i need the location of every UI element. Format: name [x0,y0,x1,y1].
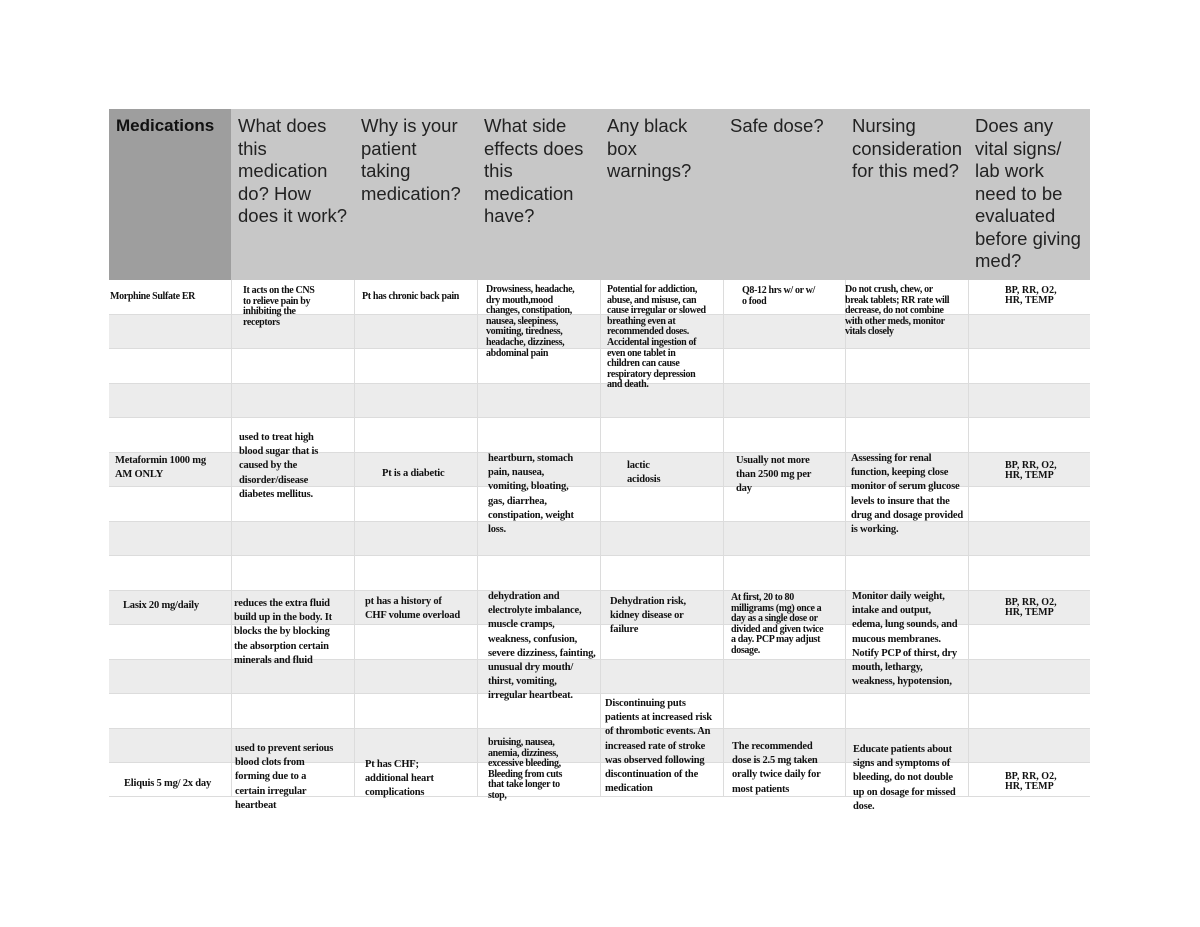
medication-safe-dose: Usually not more than 2500 mg per day [736,455,812,495]
medication-vitals: BP, RR, O2, HR, TEMP [1005,285,1057,306]
medication-action: reduces the extra fluid build up in the body. It blocks the by blocking the absorption certain minerals and fluid [234,598,332,666]
medication-side-effects: bruising, nausea, anemia, dizziness, excessive bleeding, Bleeding from cuts that take longer to stop, [488,737,563,801]
medication-black-box: Discontinuing puts patients at increased risk of thrombotic events. An increased rate of stroke was observed following discontinuation of the medication [605,698,712,795]
medication-black-box: lactic acidosis [627,460,661,486]
medication-reason: Pt has chronic back pain [362,291,459,302]
medication-action: It acts on the CNS to relieve pain by inhibiting the receptors [243,285,315,328]
header-safe-dose: Safe dose? [723,109,845,280]
medication-black-box: Potential for addiction, abuse, and misuse, can cause irregular or slowed breathing even at recommended doses. Accidental ingestion of even one tablet in children can cause respiratory depression and death. [607,284,706,391]
medication-side-effects: heartburn, stomach pain, nausea, vomiting, bloating, gas, diarrhea, constipation, weight loss. [488,453,574,536]
grid-line [600,280,601,797]
medication-black-box: Dehydration risk, kidney disease or failure [610,596,686,636]
header-side-effects: What side effects does this medication have? [477,109,600,280]
grid-line [723,280,724,797]
medication-nursing: Assessing for renal function, keeping close monitor of serum glucose levels to insure that the drug and dosage provided is working. [851,453,963,536]
medication-safe-dose: At first, 20 to 80 milligrams (mg) once a day as a single dose or divided and given twice a day. PCP may adjust dosage. [731,592,824,656]
header-medications: Medications [109,109,231,280]
medication-action: used to treat high blood sugar that is caused by the disorder/disease diabetes mellitus. [239,432,319,500]
medication-name: Lasix 20 mg/daily [123,600,199,611]
grid-line [845,280,846,797]
medication-reason: Pt has CHF; additional heart complications [365,759,434,799]
header-reason: Why is your patient taking medication? [354,109,477,280]
medication-name: Morphine Sulfate ER [110,291,196,302]
medication-side-effects: Drowsiness, headache, dry mouth,mood changes, constipation, nausea, sleepiness, vomiting, tiredness, headache, dizziness, abdominal pain [486,284,575,359]
medication-safe-dose: Q8-12 hrs w/ or w/ o food [742,285,815,307]
header-vitals: Does any vital signs/ lab work need to be evaluated before giving med? [968,109,1090,280]
header-black-box: Any black box warnings? [600,109,723,280]
medication-nursing: Do not crush, chew, or break tablets; RR rate will decrease, do not combine with other meds, monitor vitals closely [845,284,950,338]
medication-reason: pt has a history of CHF volume overload [365,596,460,622]
medication-safe-dose: The recommended dose is 2.5 mg taken orally twice daily for most patients [732,741,821,795]
medication-action: used to prevent serious blood clots from forming due to a certain irregular heartbeat [235,743,334,811]
medication-nursing: Monitor daily weight, intake and output, edema, lung sounds, and mucous membranes. Notify PCP of thirst, dry mouth, lethargy, weakness, hypotension, [852,591,958,688]
medication-name: Eliquis 5 mg/ 2x day [124,778,212,789]
medication-nursing: Educate patients about signs and symptoms of bleeding, do not double up on dosage for missed dose. [853,744,956,812]
medication-name: Metaformin 1000 mg AM ONLY [115,455,206,481]
medication-side-effects: dehydration and electrolyte imbalance, muscle cramps, weakness, confusion, severe dizziness, fainting, unusual dry mouth/ thirst, vomiting, irregular heartbeat. [488,591,596,702]
medication-vitals: BP, RR, O2, HR, TEMP [1005,460,1057,481]
medication-vitals: BP, RR, O2, HR, TEMP [1005,597,1057,618]
grid-line [477,280,478,797]
header-nursing: Nursing consideration for this med? [845,109,968,280]
grid-line [354,280,355,797]
grid-line [968,280,969,797]
header-mechanism: What does this medication do? How does it work? [231,109,354,280]
medication-vitals: BP, RR, O2, HR, TEMP [1005,771,1057,792]
grid-line [231,280,232,797]
medication-reason: Pt is a diabetic [382,468,445,479]
medication-table [109,109,1090,812]
